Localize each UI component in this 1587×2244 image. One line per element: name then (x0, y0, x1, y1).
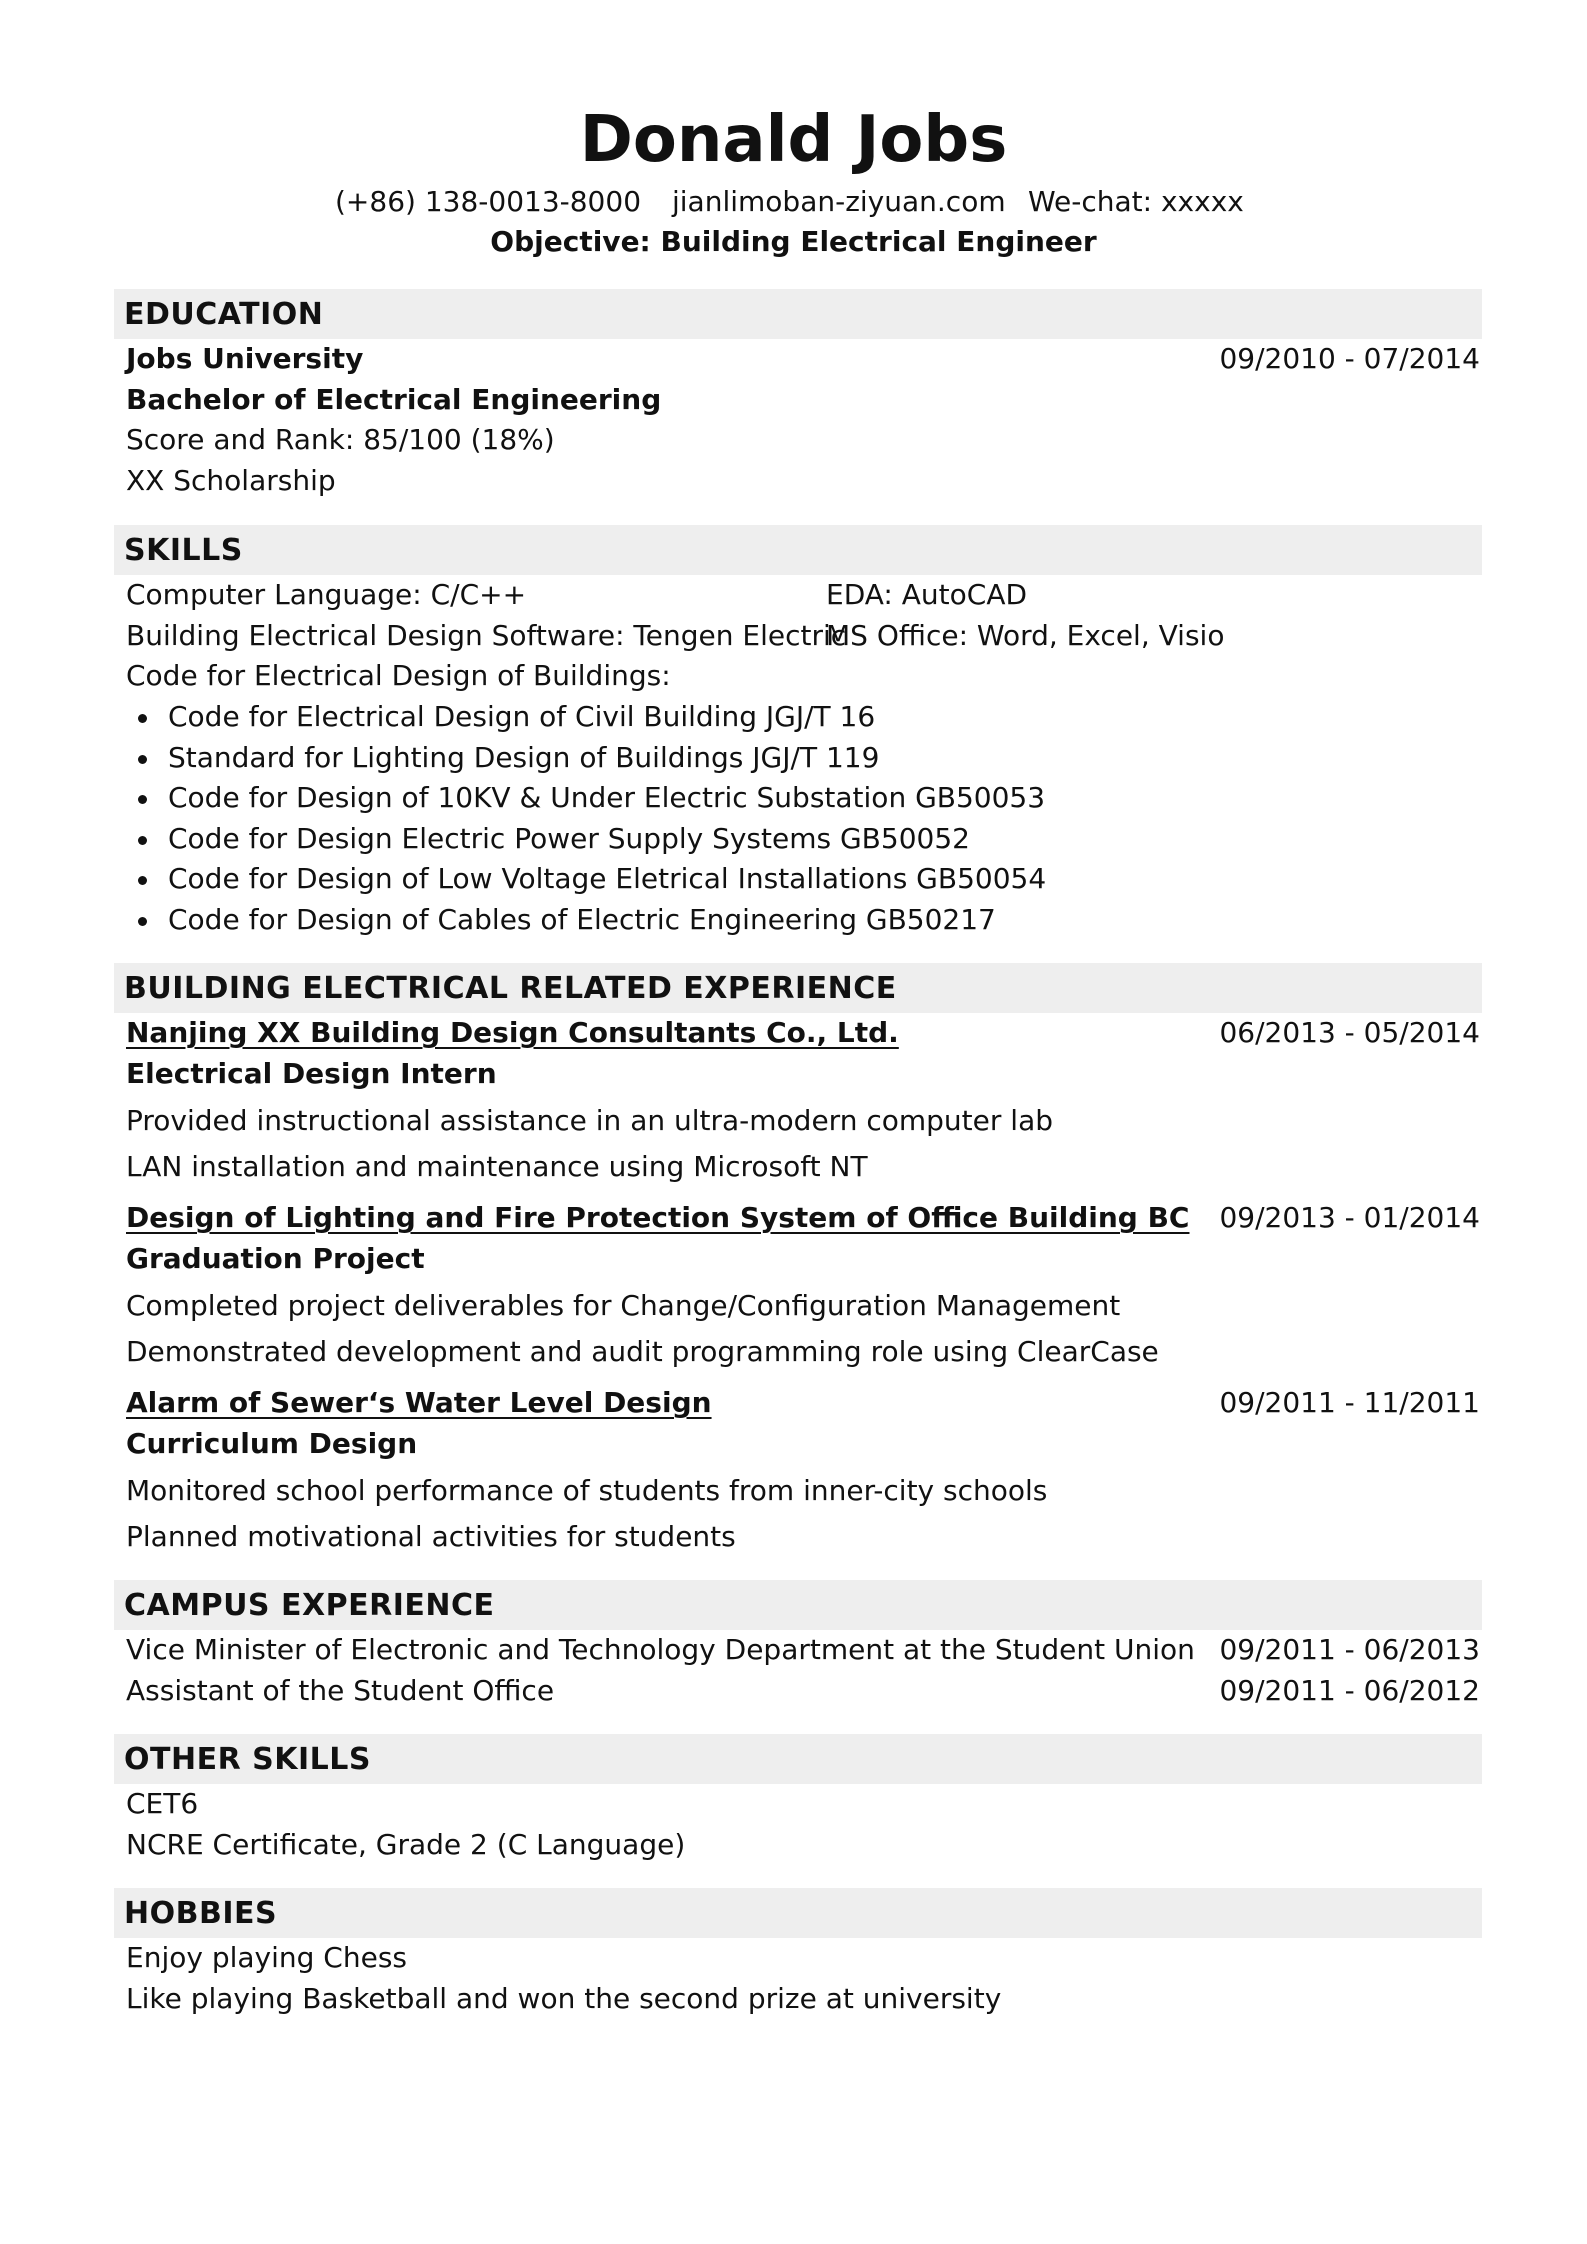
skill-ms-office: MS Office: Word, Excel, Visio (826, 619, 1225, 652)
campus-dates: 09/2011 - 06/2013 (1219, 1633, 1480, 1666)
experience-org: Alarm of Sewer‘s Water Level Design (126, 1386, 712, 1419)
list-item: Code for Electrical Design of Civil Building JGJ/T 16 (168, 700, 876, 733)
contact-website: jianlimoban-ziyuan.com (672, 185, 1006, 218)
list-item: CET6 (126, 1787, 199, 1820)
experience-point: LAN installation and maintenance using Microsoft NT (126, 1150, 868, 1183)
bullet-icon (138, 714, 147, 723)
section-title: HOBBIES (124, 1896, 278, 1931)
experience-dates: 09/2013 - 01/2014 (1219, 1201, 1480, 1234)
objective: Objective: Building Electrical Engineer (490, 225, 1097, 258)
experience-point: Provided instructional assistance in an ultra-modern computer lab (126, 1104, 1053, 1137)
campus-item: Assistant of the Student Office (126, 1674, 555, 1707)
list-item: NCRE Certificate, Grade 2 (C Language) (126, 1828, 686, 1861)
skill-eda: EDA: AutoCAD (826, 578, 1028, 611)
section-header-other-skills (114, 1734, 1482, 1784)
section-title: OTHER SKILLS (124, 1742, 371, 1777)
experience-role: Graduation Project (126, 1242, 425, 1275)
experience-org: Nanjing XX Building Design Consultants Co., Ltd. (126, 1016, 899, 1049)
section-title: BUILDING ELECTRICAL RELATED EXPERIENCE (124, 971, 897, 1006)
skill-computer-language: Computer Language: C/C++ (126, 578, 527, 611)
experience-point: Planned motivational activities for students (126, 1520, 736, 1553)
section-header-hobbies (114, 1888, 1482, 1938)
experience-role: Electrical Design Intern (126, 1057, 497, 1090)
list-item: Code for Design of Cables of Electric Engineering GB50217 (168, 903, 996, 936)
list-item: Like playing Basketball and won the second prize at university (126, 1982, 1002, 2015)
experience-dates: 06/2013 - 05/2014 (1219, 1016, 1480, 1049)
skill-design-software: Building Electrical Design Software: Tengen Electric (126, 619, 847, 652)
degree: Bachelor of Electrical Engineering (126, 383, 662, 416)
experience-role: Curriculum Design (126, 1427, 418, 1460)
section-title: CAMPUS EXPERIENCE (124, 1588, 495, 1623)
section-header-campus (114, 1580, 1482, 1630)
list-item: Code for Design of 10KV & Under Electric Substation GB50053 (168, 781, 1046, 814)
list-item: Code for Design of Low Voltage Eletrical Installations GB50054 (168, 862, 1047, 895)
campus-item: Vice Minister of Electronic and Technology Department at the Student Union (126, 1633, 1195, 1666)
section-header-skills (114, 525, 1482, 575)
section-title: EDUCATION (124, 297, 324, 332)
campus-dates: 09/2011 - 06/2012 (1219, 1674, 1480, 1707)
section-title: SKILLS (124, 533, 243, 568)
candidate-name: Donald Jobs (579, 103, 1008, 177)
experience-org: Design of Lighting and Fire Protection System of Office Building BC (126, 1201, 1190, 1234)
experience-point: Completed project deliverables for Change/Configuration Management (126, 1289, 1121, 1322)
education-dates: 09/2010 - 07/2014 (1219, 342, 1480, 375)
experience-dates: 09/2011 - 11/2011 (1219, 1386, 1480, 1419)
bullet-icon (138, 876, 147, 885)
bullet-icon (138, 755, 147, 764)
section-header-experience (114, 963, 1482, 1013)
experience-point: Monitored school performance of students from inner-city schools (126, 1474, 1048, 1507)
section-header-education (114, 289, 1482, 339)
list-item: Standard for Lighting Design of Buildings JGJ/T 119 (168, 741, 880, 774)
bullet-icon (138, 917, 147, 926)
bullet-icon (138, 795, 147, 804)
school-name: Jobs University (126, 342, 364, 375)
scholarship: XX Scholarship (126, 464, 336, 497)
codes-heading: Code for Electrical Design of Buildings: (126, 659, 671, 692)
experience-point: Demonstrated development and audit programming role using ClearCase (126, 1335, 1159, 1368)
contact-phone: (+86) 138-0013-8000 (335, 185, 642, 218)
contact-wechat: We-chat: xxxxx (1028, 185, 1244, 218)
bullet-icon (138, 836, 147, 845)
list-item: Enjoy playing Chess (126, 1941, 407, 1974)
score-rank: Score and Rank: 85/100 (18%) (126, 423, 555, 456)
list-item: Code for Design Electric Power Supply Systems GB50052 (168, 822, 970, 855)
